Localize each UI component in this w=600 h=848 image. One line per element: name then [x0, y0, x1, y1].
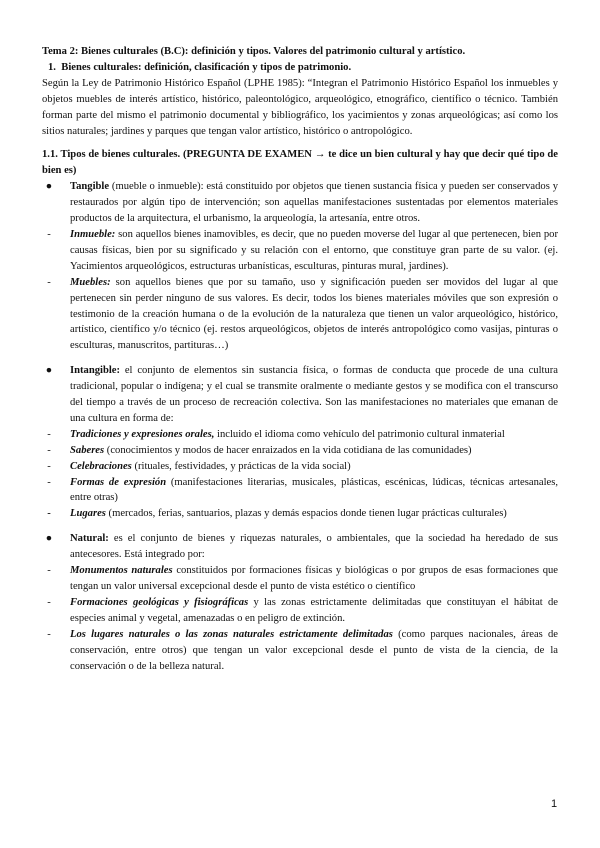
natural-subitem-monumentos — [42, 563, 558, 595]
subitem-term: Tradiciones y expresiones orales, — [70, 428, 215, 440]
section-1-heading-text: Bienes culturales: definición, clasificación y tipos de patrimonio. — [61, 61, 352, 73]
tangible-bullet-item — [42, 179, 558, 227]
dash-marker: - — [47, 596, 51, 608]
document-page — [42, 44, 558, 674]
section-1-1-heading: 1.1. Tipos de bienes culturales. (PREGUNTA DE EXAMEN → te dice un bien cultural y hay que decir qué tipo de bien es) — [42, 149, 558, 177]
natural-text: es el conjunto de bienes y riquezas naturales, o ambientales, que la sociedad ha heredado de sus antecesores. Está integrado por: — [70, 533, 558, 561]
dash-marker: - — [47, 565, 51, 577]
natural-subitem-formaciones — [42, 595, 558, 627]
subitem-text: son aquellos bienes que por su tamaño, uso y significación pueden ser movidos del lugar al que pertenecen sin perder ninguno de sus valores. Es decir, todos los bienes materiales móviles que son expresión o testimonio de la creación humana o de la evolución de la naturaleza que tienen un valor arqueológico, histórico, artístico, científico y/o técnico (ej. restos arqueológicos, objetos de interés antropológico como vasijas, pinturas o esculturas, manuscritos, partituras…) — [70, 276, 558, 352]
dash-marker: - — [47, 228, 51, 240]
subitem-text: (conocimientos y modos de hacer enraizados en la vida cotidiana de las comunidades) — [104, 444, 472, 456]
dash-marker: - — [47, 476, 51, 488]
document-title: Tema 2: Bienes culturales (B.C): definición y tipos. Valores del patrimonio cultural y artístico. — [42, 46, 466, 57]
dash-marker: - — [47, 444, 51, 456]
bullet-marker: ● — [45, 181, 53, 193]
subitem-term: Monumentos naturales — [70, 565, 173, 577]
intangible-term: Intangible: — [70, 365, 121, 377]
dash-marker: - — [47, 428, 51, 440]
subitem-text: constituidos por formaciones físicas y biológicas o por grupos de esas formaciones que tengan un valor universal excepcional desde el punto de vista estético o científico — [70, 565, 559, 592]
subitem-text: (como parques nacionales, áreas de conservación, entre otros) que tengan un valor excepcional desde el punto de vista de la ciencia, de la conservación o de la belleza natural. — [70, 628, 558, 672]
subitem-term: Muebles: — [70, 276, 111, 288]
tangible-subitem-muebles — [42, 275, 558, 355]
page-number: 1 — [551, 798, 558, 810]
section-1-paragraph: Según la Ley de Patrimonio Histórico Español (LPHE 1985): “Integran el Patrimonio Histórico Español los inmuebles y objetos muebles de interés artístico, histórico, paleontológico, arqueológico, etnográfico, científico o técnico. También forman parte del mismo el patrimonio documental y bibliográfico, los yacimientos y zonas arqueológicas; así como los sitios naturales; jardines y parques que tengan valor artístico, histórico o antropológico. — [42, 77, 558, 137]
subitem-term: Formas de expresión — [70, 476, 167, 488]
subitem-term: Saberes — [70, 444, 105, 456]
subitem-term: Formaciones geológicas y fisiográficas — [70, 596, 249, 608]
intangible-subitem-tradiciones — [42, 427, 558, 443]
subitem-term: Lugares — [70, 508, 106, 520]
subitem-term: Inmueble: — [70, 228, 116, 240]
bullet-marker: ● — [45, 365, 53, 377]
subitem-term: Celebraciones — [70, 460, 132, 472]
intangible-subitem-saberes — [42, 443, 558, 459]
section-1-number: 1. — [48, 61, 56, 73]
tangible-text: (mueble o inmueble): está constituido por objetos que tienen sustancia física y pueden ser conservados y restaurados por algún tipo de intervención; son aquellas manifestaciones sustentadas por elementos materiales productos de la arquitectura, el urbanismo, la arqueología, la artesanía, entre otros. — [70, 181, 558, 225]
tangible-term: Tangible — [70, 181, 110, 193]
subitem-term: Los lugares naturales o las zonas naturales estrictamente delimitadas — [70, 628, 393, 640]
tangible-subitem-inmueble — [42, 227, 558, 275]
bullet-marker: ● — [45, 533, 53, 545]
subitem-text: son aquellos bienes inamovibles, es decir, que no pueden moverse del lugar al que pertenecen, bien por causas físicas, bien por su significado y su relación con el entorno, que constituye gran parte de su valor. (ej. Yacimientos arqueológicos, estructuras urbanísticas, esculturas, pinturas mural, jardines). — [70, 228, 558, 272]
intangible-subitem-formas-expresion — [42, 475, 558, 507]
subitem-text: (mercados, ferias, santuarios, plazas y demás espacios donde tienen lugar prácticas culturales) — [105, 508, 507, 520]
dash-marker: - — [47, 508, 51, 520]
natural-term: Natural: — [70, 533, 109, 545]
intangible-subitem-lugares — [42, 506, 558, 522]
section-1-heading — [48, 60, 558, 76]
subitem-text: (manifestaciones literarias, musicales, plásticas, escénicas, lúdicas, técnicas artesanales, entre otras) — [70, 476, 558, 504]
dash-marker: - — [47, 460, 51, 472]
natural-bullet-item — [42, 531, 558, 563]
subitem-text: incluido el idioma como vehículo del patrimonio cultural inmaterial — [214, 428, 505, 440]
intangible-bullet-item — [42, 363, 558, 427]
subitem-text: (rituales, festividades, y prácticas de la vida social) — [131, 460, 351, 472]
subitem-text: y las zonas estrictamente delimitadas que constituyan el hábitat de especies animal y vegetal, amenazadas o en peligro de extinción. — [70, 596, 558, 624]
dash-marker: - — [47, 276, 51, 288]
intangible-text: el conjunto de elementos sin sustancia física, o formas de conducta que procede de una cultura tradicional, popular o indígena; y el cual se transmite oralmente o mediante gestos y se modifica con el transcurso del tiempo a través de un proceso de recreación colectiva. Son las manifestaciones no materiales que emanan de una cultura en forma de: — [70, 365, 558, 424]
natural-subitem-lugares — [42, 627, 558, 675]
dash-marker: - — [47, 628, 51, 640]
intangible-subitem-celebraciones — [42, 459, 558, 475]
